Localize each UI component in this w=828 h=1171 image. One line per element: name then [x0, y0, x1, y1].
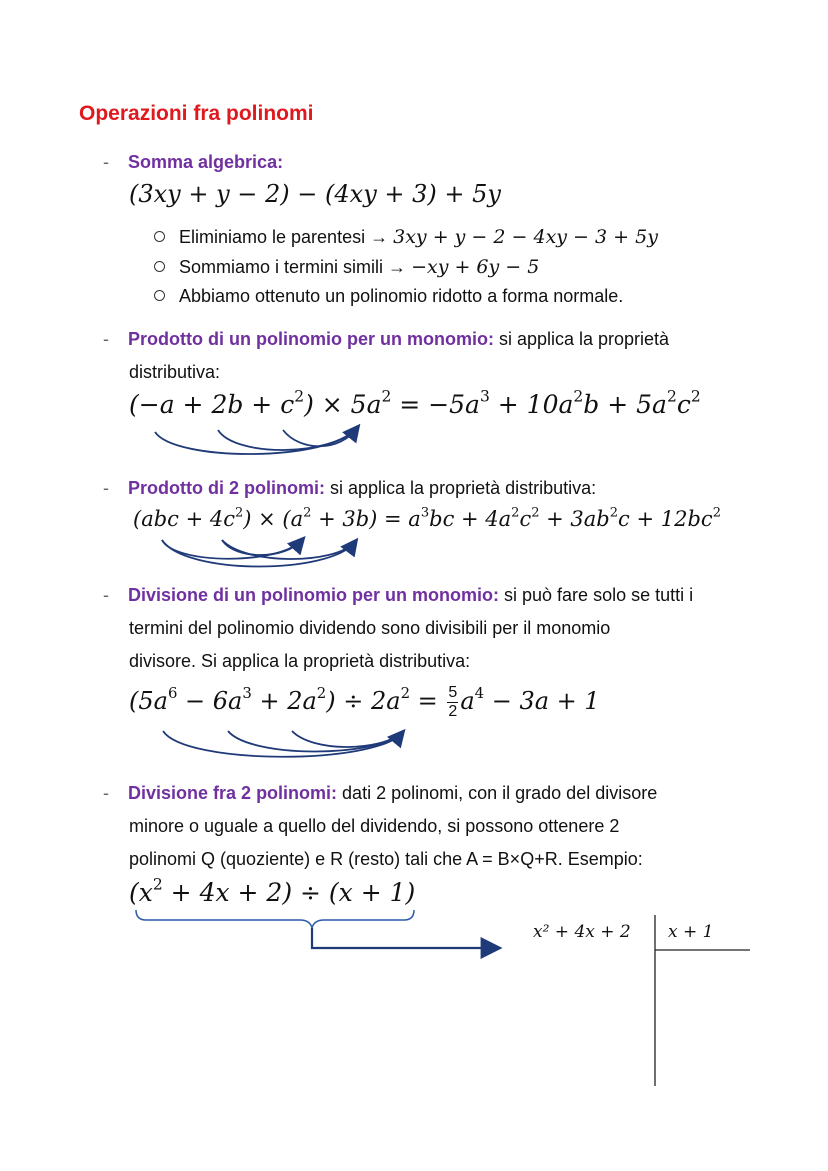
section-divisione-poli: - Divisione fra 2 polinomi: dati 2 polinomi, con il grado del divisore minore o uguale a quello del dividendo, si possono ottenere 2 polinomi Q (quoziente) e R (resto) tali che A = B×Q+R. Esempio:	[103, 783, 658, 869]
long-division-dividend: x² + 4x + 2	[533, 922, 631, 942]
prodotto-poli-expression: $(abc + 4c^2) \times (a^2 + 3b) = a^3bc + 4a^2c^2 + 3ab^2c + 12bc^2$	[133, 505, 721, 531]
brace	[136, 910, 414, 928]
bullet-circle-icon	[154, 261, 165, 272]
section-divisione-mono: - Divisione di un polinomio per un monomio: si può fare solo se tutti i termini del polinomio dividendo sono divisibili per il monomio divisore. Si applica la proprietà distributiva:	[103, 585, 694, 671]
bullet-circle-icon	[154, 290, 165, 301]
section-prodotto-mono: - Prodotto di un polinomio per un monomio: si applica la proprietà distributiva:	[103, 329, 670, 382]
section-prodotto-poli: - Prodotto di 2 polinomi: si applica la proprietà distributiva:	[103, 478, 597, 498]
distribution-arrow	[292, 731, 402, 747]
distribution-arrows-3	[163, 731, 402, 757]
page-title: Operazioni fra polinomi	[79, 102, 314, 125]
somma-bullet-1: Eliminiamo le parentesi → 3xy + y − 2 − 4xy − 3 + 5y	[154, 226, 658, 248]
somma-expression: (3xy + y − 2) − (4xy + 3) + 5y	[129, 180, 501, 208]
distribution-arrow	[218, 428, 357, 450]
distribution-arrow	[163, 731, 402, 757]
distribution-arrow	[228, 731, 402, 752]
section-somma-heading: - Somma algebrica:	[103, 152, 284, 172]
long-division-divisor: x + 1	[668, 922, 714, 942]
divisione-mono-expression: $(5a^6 - 6a^3 + 2a^2) \div 2a^2$ = $\frac{5}{2}$ $a^4 - 3a + 1$	[129, 683, 600, 720]
distribution-arrow	[162, 540, 355, 567]
divisione-poli-expression: $(x^2 + 4x + 2) \div (x + 1)$	[129, 875, 416, 907]
distribution-arrows-1	[155, 428, 357, 454]
brace-arrow	[136, 910, 496, 948]
somma-bullet-3: Abbiamo ottenuto un polinomio ridotto a forma normale.	[154, 286, 623, 307]
distribution-arrows-2	[162, 540, 355, 567]
prodotto-mono-expression: $(-a + 2b + c^2) \times 5a^2 = -5a^3 + 10a^2b + 5a^2c^2$	[129, 387, 701, 419]
bullet-circle-icon	[154, 231, 165, 242]
distribution-arrow	[155, 428, 357, 454]
somma-bullet-2: Sommiamo i termini simili → −xy + 6y − 5	[154, 256, 539, 278]
fraction: $\frac{5}{2}$	[448, 684, 458, 720]
brace-connector	[312, 928, 496, 948]
